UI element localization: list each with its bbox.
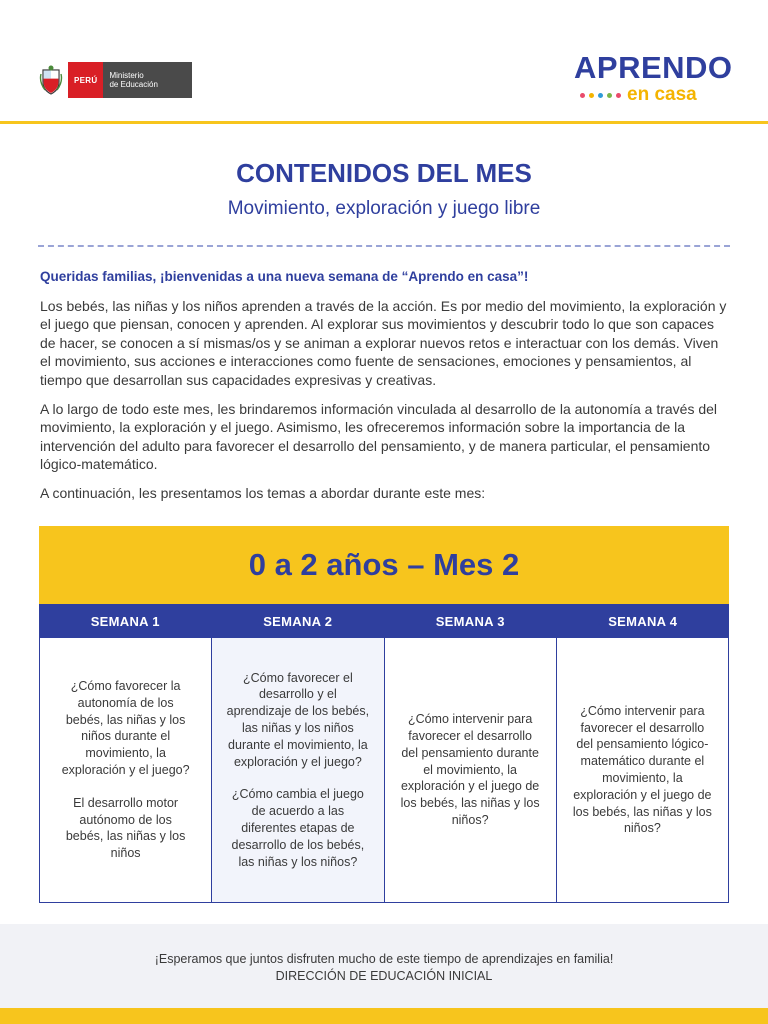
topics-table bbox=[39, 526, 729, 903]
week-4-topic-1: ¿Cómo intervenir para favorecer el desarrollo del pensamiento lógico-matemático durante el movimiento, la exploración y el juego de los bebés, las niñas y los niños? bbox=[572, 703, 712, 836]
logo-dots-icon bbox=[580, 93, 621, 98]
page-title: CONTENIDOS DEL MES bbox=[236, 158, 532, 188]
table-heading-band bbox=[39, 526, 729, 604]
page-footer bbox=[0, 924, 768, 1008]
footer-message: ¡Esperamos que juntos disfruten mucho de este tiempo de aprendizajes en familia! bbox=[154, 952, 614, 966]
paragraph-1: Los bebés, las niñas y los niños aprenden a través de la acción. Es por medio del movimiento, la exploración y el juego que piensan, conocen y aprenden. Al explorar sus movimientos y descubrir todo lo que son capaces de hacer, se conocen a sí mismas/os y se animan a explorar nuevos retos e interactuar con los demás. Viven el movimiento, sus acciones e interacciones como fuente de sensaciones, emociones y pensamientos, al tiempo que desarrollan sus capacidades expresivas y creativas. bbox=[40, 297, 727, 388]
week-3-header: SEMANA 3 bbox=[435, 613, 505, 629]
week-4-header: SEMANA 4 bbox=[608, 613, 678, 629]
week-1-topic-1: ¿Cómo favorecer la autonomía de los bebés, las niñas y los niños durante el movimiento, la exploración y el juego? bbox=[61, 679, 190, 777]
table-header-row bbox=[39, 604, 729, 638]
week-3-topic-1: ¿Cómo intervenir para favorecer el desarrollo del pensamiento durante el movimiento, la exploración y el juego de los bebés, las niñas y los niños? bbox=[400, 712, 540, 827]
bottom-yellow-bar bbox=[0, 1008, 768, 1024]
greeting: Queridas familias, ¡bienvenidas a una nueva semana de “Aprendo en casa”! bbox=[40, 269, 529, 284]
logo-bottom bbox=[574, 85, 724, 105]
week-2-topic-2: ¿Cómo cambia el juego de acuerdo a las diferentes etapas de desarrollo de los bebés, las niñas y los niños? bbox=[231, 787, 365, 869]
logo-top-text: APRENDO bbox=[574, 50, 733, 85]
paragraph-2: A lo largo de todo este mes, les brindaremos información vinculada al desarrollo de la autonomía a través del movimiento, la exploración y el juego. Asimismo, les ofreceremos información sobre la importancia de la intervención del adulto para favorecer el desarrollo del pensamiento, y de manera particular, el pensamiento lógico-matemático. bbox=[40, 400, 718, 473]
week-2-cell bbox=[212, 638, 384, 902]
page-header bbox=[0, 0, 768, 122]
week-2-topic-1: ¿Cómo favorecer el desarrollo y el aprendizaje de los bebés, las niñas y los niños durante el movimiento, la exploración y el juego? bbox=[226, 670, 370, 769]
week-1-cell bbox=[40, 638, 212, 902]
header-divider bbox=[0, 121, 768, 124]
aprendo-en-casa-logo bbox=[574, 50, 733, 108]
logo-bottom-text: en casa bbox=[627, 84, 697, 105]
page-subtitle: Movimiento, exploración y juego libre bbox=[227, 198, 541, 219]
paragraph-3: A continuación, les presentamos los temas a abordar durante este mes: bbox=[40, 484, 486, 501]
week-1-topic-2: El desarrollo motor autónomo de los bebés, las niñas y los niños bbox=[65, 795, 186, 861]
minedu-logo bbox=[38, 62, 192, 98]
ministry-label bbox=[103, 62, 191, 98]
week-1-header: SEMANA 1 bbox=[90, 613, 160, 629]
footer-department: DIRECCIÓN DE EDUCACIÓN INICIAL bbox=[275, 969, 493, 983]
week-4-cell bbox=[557, 638, 728, 902]
table-body-row bbox=[39, 638, 729, 903]
week-2-header: SEMANA 2 bbox=[263, 613, 333, 629]
table-heading: 0 a 2 años – Mes 2 bbox=[248, 547, 520, 582]
dashed-divider bbox=[38, 245, 730, 247]
week-3-cell bbox=[385, 638, 557, 902]
ministry-line-2: de Educación bbox=[109, 80, 158, 89]
peru-label: PERÚ bbox=[68, 62, 103, 98]
coat-of-arms-icon bbox=[38, 62, 64, 98]
intro-content bbox=[40, 268, 730, 513]
ministry-line-1: Ministerio bbox=[109, 71, 144, 80]
